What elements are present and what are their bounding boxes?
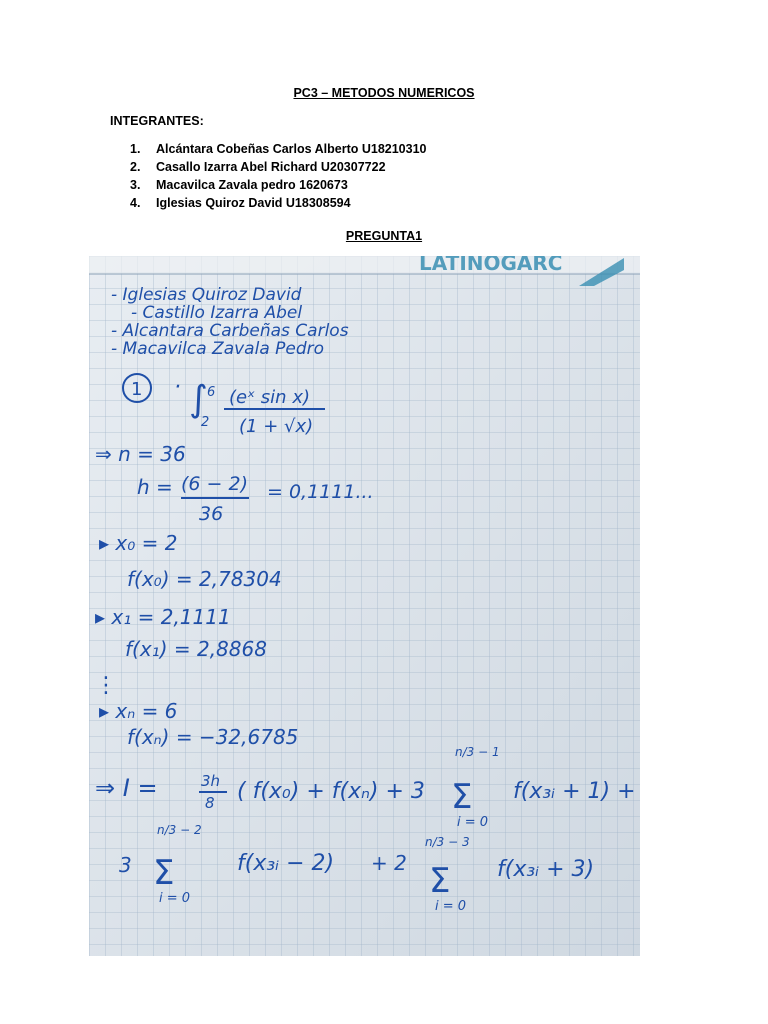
svg-text:Σ: Σ: [153, 853, 175, 893]
list-number: 3.: [130, 178, 141, 192]
svg-text:f(x₃ᵢ + 1) +: f(x₃ᵢ + 1) +: [513, 779, 636, 804]
svg-text:▸ x₁ = 2,1111: ▸ x₁ = 2,1111: [95, 605, 231, 629]
svg-text:⇒ I =: ⇒ I =: [95, 774, 158, 802]
svg-text:f(x₁) = 2,8868: f(x₁) = 2,8868: [125, 637, 267, 661]
name-line: - Macavilca Zavala Pedro: [111, 339, 325, 359]
svg-text:f(x₃ᵢ − 2): f(x₃ᵢ − 2): [237, 851, 335, 876]
svg-text:n/3 − 1: n/3 − 1: [455, 745, 500, 759]
page-title: PC3 – METODOS NUMERICOS: [293, 86, 475, 100]
name-line: - Alcantara Carbeñas Carlos: [111, 321, 349, 341]
svg-text:h =: h =: [137, 475, 173, 499]
members-list: [130, 140, 426, 212]
svg-text:⋮: ⋮: [95, 673, 117, 698]
svg-text:( f(x₀) + f(xₙ) + 3: ( f(x₀) + f(xₙ) + 3: [237, 779, 425, 804]
svg-text:∫: ∫: [189, 379, 208, 420]
svg-text:i = 0: i = 0: [435, 899, 467, 914]
svg-text:6: 6: [207, 385, 216, 400]
svg-text:Σ: Σ: [451, 777, 473, 817]
svg-text:(eˣ sin x): (eˣ sin x): [229, 387, 310, 408]
svg-text:▸ xₙ = 6: ▸ xₙ = 6: [99, 699, 178, 723]
section-title: PREGUNTA1: [345, 229, 423, 243]
list-number: 4.: [130, 196, 141, 210]
svg-text:n/3 − 2: n/3 − 2: [157, 823, 202, 837]
svg-text:36: 36: [199, 503, 224, 525]
handwritten-photo: [89, 256, 640, 956]
svg-text:1: 1: [131, 379, 143, 400]
svg-text:i = 0: i = 0: [457, 815, 489, 830]
svg-text:f(x₃ᵢ + 3): f(x₃ᵢ + 3): [497, 857, 595, 882]
list-number: 2.: [130, 160, 141, 174]
integrantes-label: INTEGRANTES:: [110, 114, 204, 128]
member-name: Alcántara Cobeñas Carlos Alberto U18210310: [156, 142, 427, 156]
name-line: - Castillo Izarra Abel: [131, 303, 303, 323]
svg-text:+ 2: + 2: [371, 851, 407, 875]
svg-text:f(x₀) = 2,78304: f(x₀) = 2,78304: [127, 567, 282, 591]
notebook-page: [89, 256, 640, 956]
svg-text:= 0,1111...: = 0,1111...: [267, 481, 374, 503]
member-name: Iglesias Quiroz David U18308594: [156, 196, 351, 210]
svg-text:3h: 3h: [201, 772, 221, 790]
list-item: [130, 194, 426, 212]
svg-text:i = 0: i = 0: [159, 891, 191, 906]
list-item: [130, 176, 426, 194]
list-number: 1.: [130, 142, 141, 156]
svg-text:▸ x₀ = 2: ▸ x₀ = 2: [99, 531, 178, 555]
svg-text:2: 2: [201, 415, 210, 430]
svg-text:Σ: Σ: [429, 861, 451, 901]
name-line: - Iglesias Quiroz David: [111, 285, 302, 305]
svg-text:8: 8: [205, 794, 215, 812]
svg-text:f(xₙ) = −32,6785: f(xₙ) = −32,6785: [127, 725, 299, 749]
member-name: Macavilca Zavala pedro 1620673: [156, 178, 348, 192]
svg-text:3: 3: [119, 853, 132, 877]
svg-text:⇒ n = 36: ⇒ n = 36: [95, 442, 186, 466]
svg-text:·: ·: [174, 375, 181, 400]
member-name: Casallo Izarra Abel Richard U20307722: [156, 160, 386, 174]
list-item: [130, 158, 426, 176]
svg-text:(6 − 2): (6 − 2): [181, 473, 249, 495]
svg-text:(1 + √x): (1 + √x): [239, 416, 314, 437]
svg-text:LATINOGARC: LATINOGARC: [419, 256, 563, 275]
list-item: [130, 140, 426, 158]
svg-text:n/3 − 3: n/3 − 3: [425, 835, 470, 849]
